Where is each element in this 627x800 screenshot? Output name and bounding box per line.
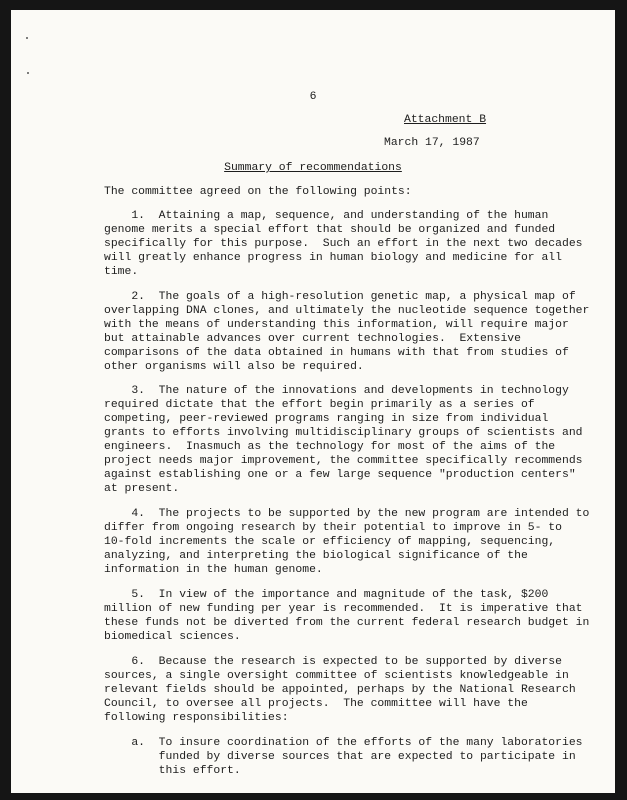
scan-speck xyxy=(27,72,29,74)
list-item-line: funded by diverse sources that are expected to participate in xyxy=(104,751,576,763)
paragraph-line: analyzing, and interpreting the biological significance of the xyxy=(104,550,528,562)
page-number: 6 xyxy=(309,91,317,103)
paragraph-line: 5. In view of the importance and magnitude of the task, $200 xyxy=(104,589,549,601)
paragraph-line: 2. The goals of a high-resolution genetic map, a physical map of xyxy=(104,291,576,303)
paragraph-line: competing, peer-reviewed programs ranging in size from individual xyxy=(104,413,549,425)
paragraph-line: 10-fold increments the scale or efficiency of mapping, sequencing, xyxy=(104,536,556,548)
paragraph-line: these funds not be diverted from the current federal research budget in xyxy=(104,617,590,629)
paragraph-line: biomedical sciences. xyxy=(104,631,241,643)
paragraph-line: relevant fields should be appointed, perhaps by the National Research xyxy=(104,684,576,696)
paragraph-line: grants to efforts involving multidisciplinary groups of scientists and xyxy=(104,427,583,439)
paragraph-line: 4. The projects to be supported by the new program are intended to xyxy=(104,508,590,520)
section-heading: Summary of recommendations xyxy=(224,162,402,174)
paragraph-line: specifically for this purpose. Such an effort in the next two decades xyxy=(104,238,583,250)
paragraph-line: comparisons of the data obtained in humans with that from studies of xyxy=(104,347,569,359)
paragraph-line: required dictate that the effort begin primarily as a series of xyxy=(104,399,535,411)
intro-text: The committee agreed on the following points: xyxy=(104,186,412,198)
document-page xyxy=(11,10,615,793)
scan-speck xyxy=(26,37,28,39)
paragraph-line: information in the human genome. xyxy=(104,564,323,576)
document-date: March 17, 1987 xyxy=(384,137,480,149)
paragraph-line: with the means of understanding this information, will require major xyxy=(104,319,569,331)
paragraph-line: at present. xyxy=(104,483,180,495)
paragraph-line: 6. Because the research is expected to be supported by diverse xyxy=(104,656,562,668)
paragraph-line: million of new funding per year is recommended. It is imperative that xyxy=(104,603,583,615)
list-item-line: this effort. xyxy=(104,765,241,777)
attachment-label: Attachment B xyxy=(404,114,487,126)
paragraph-line: 3. The nature of the innovations and developments in technology xyxy=(104,385,569,397)
paragraph-line: genome merits a special effort that should be organized and funded xyxy=(104,224,556,236)
paragraph-line: following responsibilities: xyxy=(104,712,289,724)
paragraph-line: will greatly enhance progress in human biology and medicine for all xyxy=(104,252,562,264)
paragraph-line: engineers. Inasmuch as the technology for most of the aims of the xyxy=(104,441,556,453)
paragraph-line: project needs major improvement, the committee specifically recommends xyxy=(104,455,583,467)
paragraph-line: against establishing one or a few large sequence "production centers" xyxy=(104,469,576,481)
paragraph-line: sources, a single oversight committee of scientists knowledgeable in xyxy=(104,670,569,682)
paragraph-line: differ from ongoing research by their potential to improve in 5- to xyxy=(104,522,562,534)
paragraph-line: but attainable advances over current technologies. Extensive xyxy=(104,333,521,345)
list-item-line: a. To insure coordination of the efforts of the many laboratories xyxy=(104,737,583,749)
paragraph-line: Council, to oversee all projects. The committee will have the xyxy=(104,698,528,710)
paragraph-line: time. xyxy=(104,266,139,278)
paragraph-line: other organisms will also be required. xyxy=(104,361,364,373)
paragraph-line: 1. Attaining a map, sequence, and understanding of the human xyxy=(104,210,549,222)
paragraph-line: overlapping DNA clones, and ultimately the nucleotide sequence together xyxy=(104,305,590,317)
